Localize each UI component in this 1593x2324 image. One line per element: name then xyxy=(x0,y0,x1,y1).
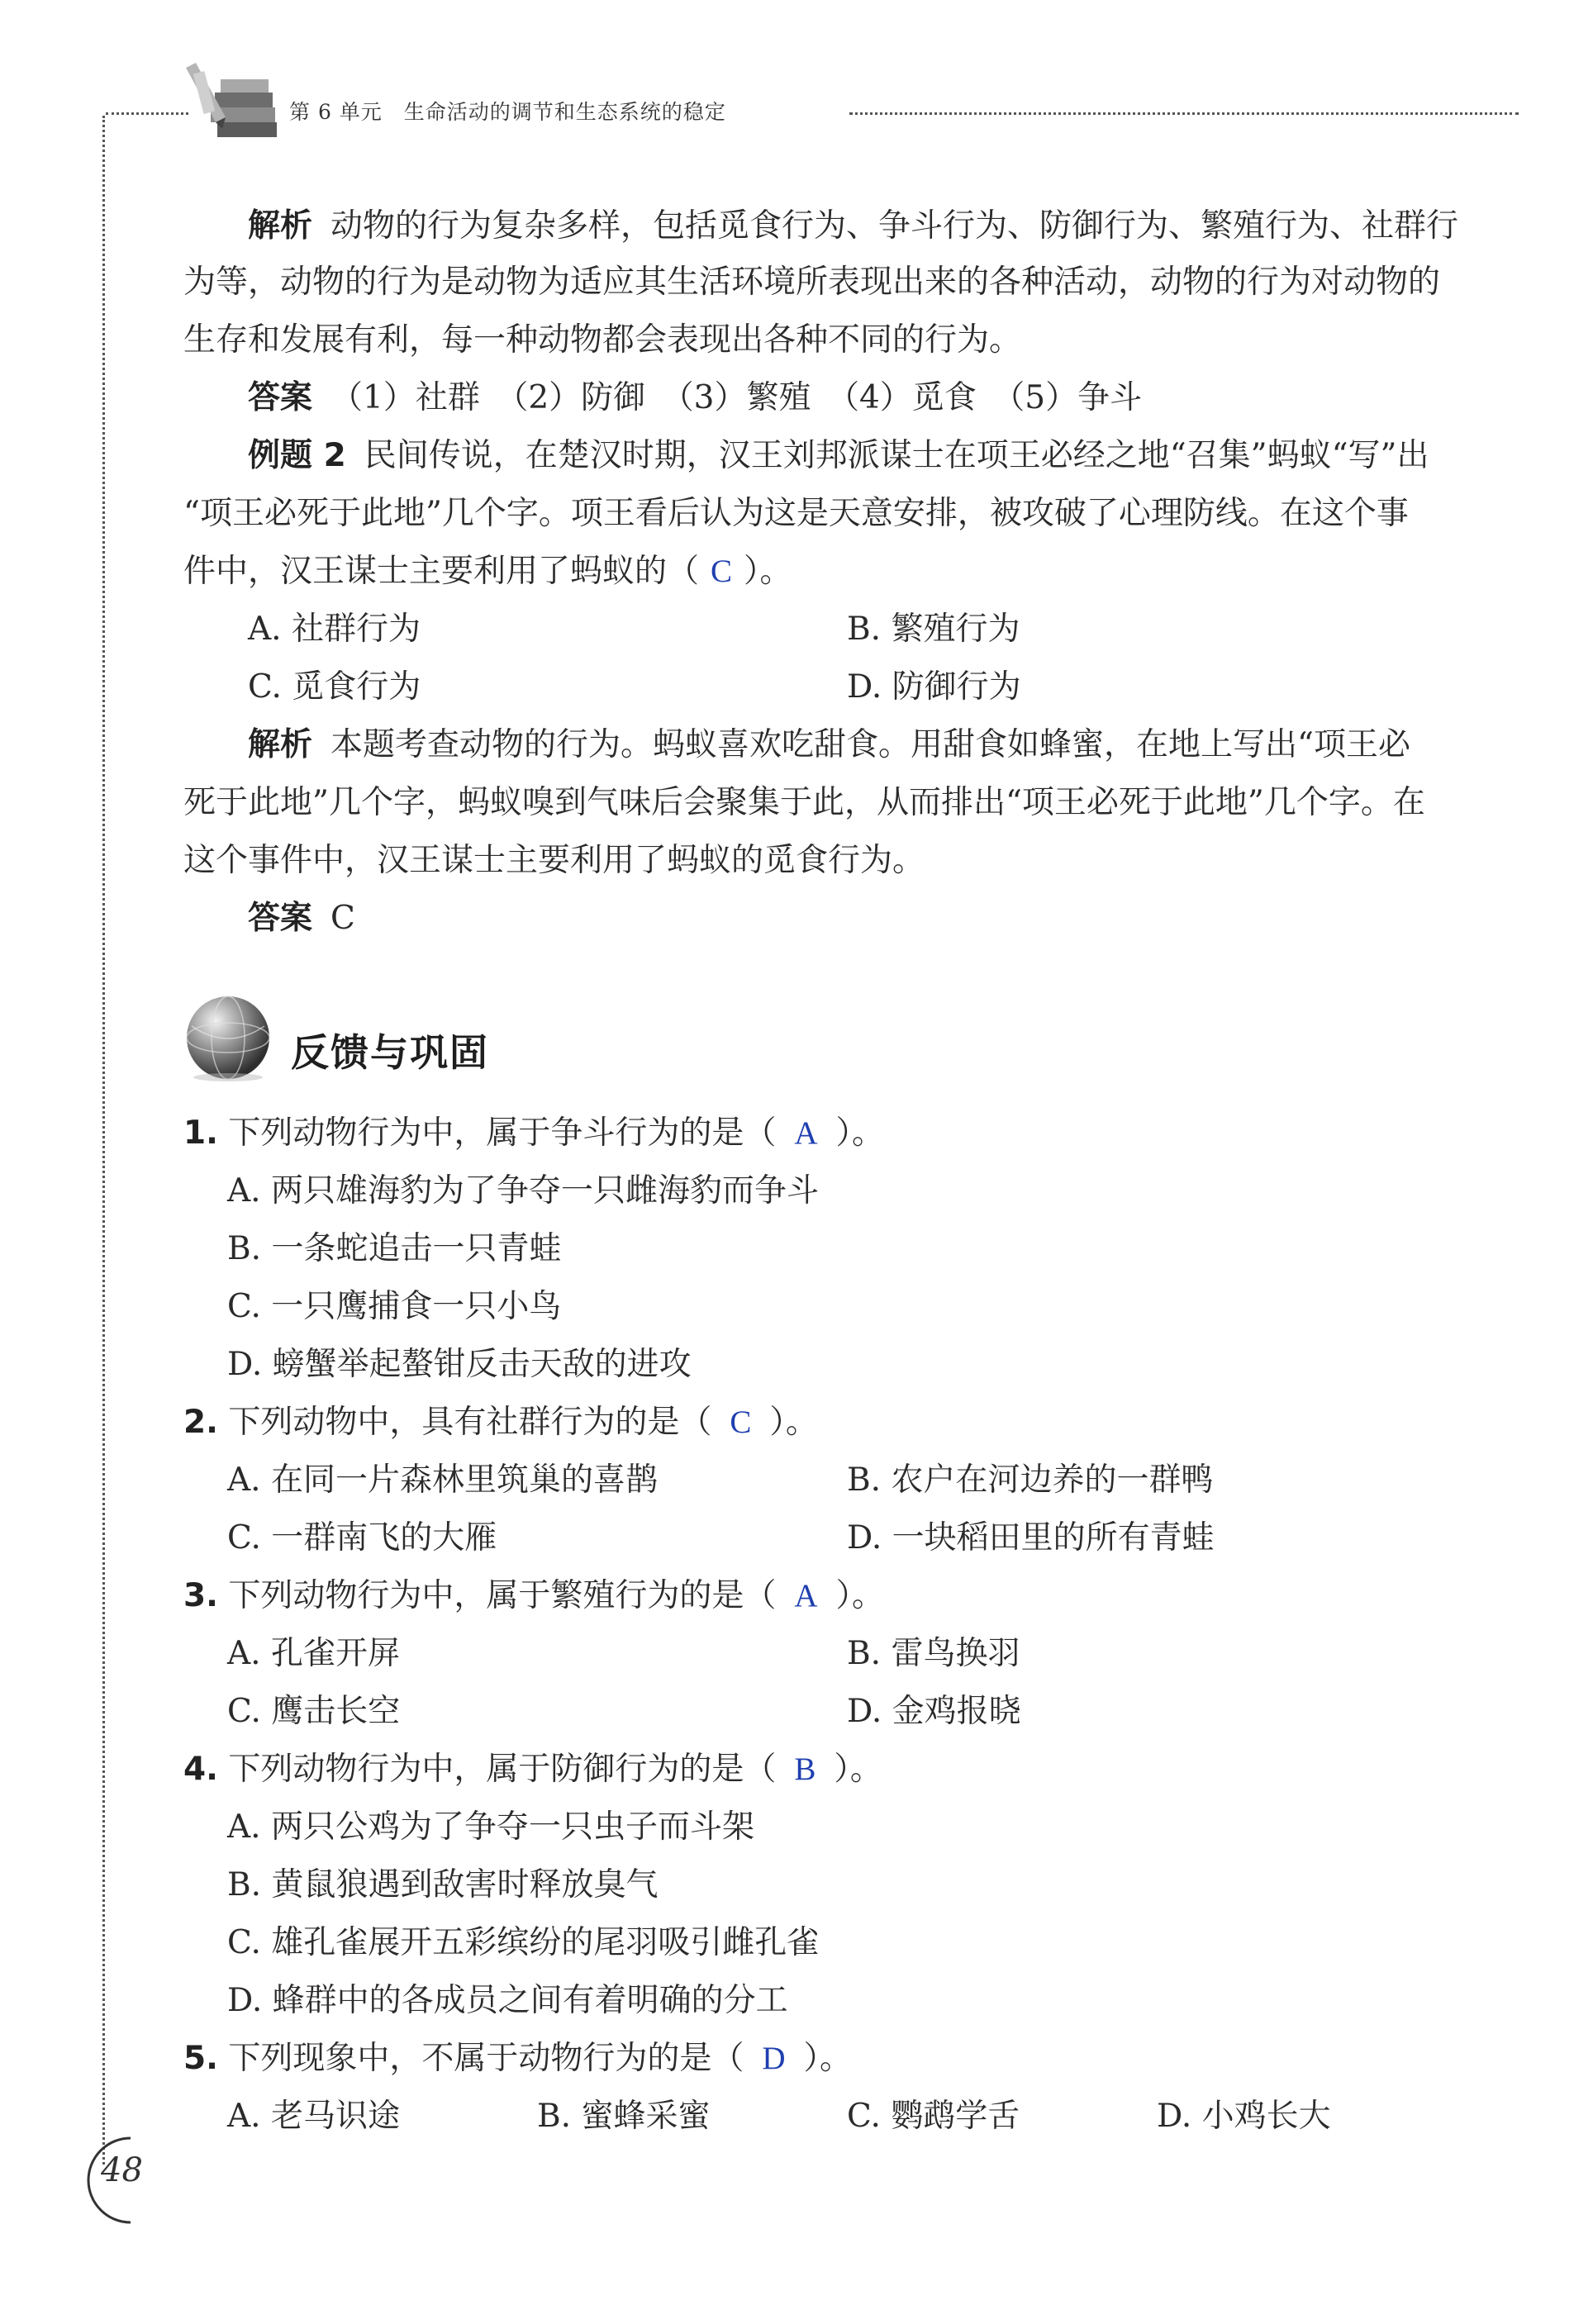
analysis-line: 动物的行为复杂多样，包括觅食行为、争斗行为、防御行为、繁殖行为、社群行 xyxy=(330,207,1459,245)
option: A. 孔雀开屏 xyxy=(227,1635,400,1672)
option: B. 繁殖行为 xyxy=(847,611,1020,648)
option: A. 两只公鸡为了争夺一只虫子而斗架 xyxy=(227,1808,754,1846)
header-dotted-rule-left xyxy=(106,112,188,115)
option: A. 两只雄海豹为了争夺一只雌海豹而争斗 xyxy=(227,1172,819,1210)
question-answer: C xyxy=(730,1404,752,1440)
option: B. 一条蛇追击一只青蛙 xyxy=(227,1230,562,1267)
option: B. 雷鸟换羽 xyxy=(847,1635,1020,1672)
option: C. 一群南飞的大雁 xyxy=(227,1519,497,1556)
option: C. 一只鹰捕食一只小鸟 xyxy=(227,1288,562,1325)
option: D. 蜂群中的各成员之间有着明确的分工 xyxy=(227,1982,788,2019)
globe-icon xyxy=(183,993,273,1082)
books-pencil-icon xyxy=(178,59,293,150)
header-unit-title: 第 6 单元 生命活动的调节和生态系统的稳定 xyxy=(289,100,726,124)
analysis-line: 死于此地”几个字，蚂蚁嗅到气味后会聚集于此，从而排出“项王必死于此地”几个字。在 xyxy=(183,784,1425,821)
analysis-line: 这个事件中，汉王谋士主要利用了蚂蚁的觅食行为。 xyxy=(183,842,925,879)
question-answer: D xyxy=(762,2041,786,2076)
analysis-line: 生存和发展有利，每一种动物都会表现出各种不同的行为。 xyxy=(183,321,1022,359)
question-answer: A xyxy=(794,1578,818,1613)
question-1: 1. 下列动物行为中，属于争斗行为的是（ A ）。 xyxy=(183,1114,885,1152)
example2-blank-answer: C xyxy=(711,554,733,589)
answer-line xyxy=(248,378,1142,418)
analysis-label: 解析 xyxy=(248,207,313,245)
option: B. 蜜蜂采蜜 xyxy=(537,2098,711,2135)
header-dotted-rule-right xyxy=(849,112,1519,115)
option: C. 鹰击长空 xyxy=(227,1693,401,1730)
question-5: 5. 下列现象中，不属于动物行为的是（ D ）。 xyxy=(183,2040,853,2077)
example2-line: “项王必死于此地”几个字。项王看后认为这是天意安排，被攻破了心理防线。在这个事 xyxy=(183,495,1409,532)
option: C. 觅食行为 xyxy=(248,668,421,706)
option: D. 金鸡报晓 xyxy=(847,1693,1021,1730)
page-number: 48 xyxy=(101,2151,143,2189)
answer-line xyxy=(248,899,355,939)
section-title: 反馈与巩固 xyxy=(291,1030,489,1075)
option: C. 鹦鹉学舌 xyxy=(847,2098,1020,2135)
analysis-line: 为等，动物的行为是动物为适应其生活环境所表现出来的各种活动，动物的行为对动物的 xyxy=(183,264,1441,301)
analysis-paragraph-2: 解析 本题考查动物的行为。蚂蚁喜欢吃甜食。用甜食如蜂蜜，在地上写出“项王必 xyxy=(248,726,1410,763)
option: D. 一块稻田里的所有青蛙 xyxy=(847,1519,1215,1556)
question-answer: A xyxy=(794,1115,818,1151)
question-2: 2. 下列动物中，具有社群行为的是（ C ）。 xyxy=(183,1404,818,1441)
analysis-paragraph-1 xyxy=(248,207,1458,246)
option: A. 社群行为 xyxy=(248,611,421,648)
option: A. 在同一片森林里筑巢的喜鹊 xyxy=(227,1461,658,1499)
option: B. 农户在河边养的一群鸭 xyxy=(847,1461,1214,1499)
answer-text: C xyxy=(330,900,355,937)
question-answer: B xyxy=(794,1751,816,1787)
option: C. 雄孔雀展开五彩缤纷的尾羽吸引雌孔雀 xyxy=(227,1924,820,1961)
question-4: 4. 下列动物行为中，属于防御行为的是（ B ）。 xyxy=(183,1751,882,1788)
analysis-label: 解析 xyxy=(248,726,313,763)
option: D. 防御行为 xyxy=(847,668,1021,706)
example2-line: 件中，汉王谋士主要利用了蚂蚁的（ C ）。 xyxy=(183,553,792,590)
margin-dotted-rule xyxy=(102,116,105,2165)
answer-label: 答案 xyxy=(248,900,313,937)
option: D. 螃蟹举起螯钳反击天敌的进攻 xyxy=(227,1346,692,1383)
question-3: 3. 下列动物行为中，属于繁殖行为的是（ A ）。 xyxy=(183,1577,885,1614)
example2-label: 例题 2 xyxy=(248,437,346,474)
answer-label: 答案 xyxy=(248,379,313,416)
option: B. 黄鼠狼遇到敌害时释放臭气 xyxy=(227,1866,659,1903)
answer-text: （1）社群 （2）防御 （3）繁殖 （4）觅食 （5）争斗 xyxy=(330,379,1143,416)
option: D. 小鸡长大 xyxy=(1157,2098,1331,2135)
example2-line: 例题 2 民间传说，在楚汉时期，汉王刘邦派谋士在项王必经之地“召集”蚂蚁“写”出 xyxy=(248,437,1429,474)
option: A. 老马识途 xyxy=(227,2098,400,2135)
